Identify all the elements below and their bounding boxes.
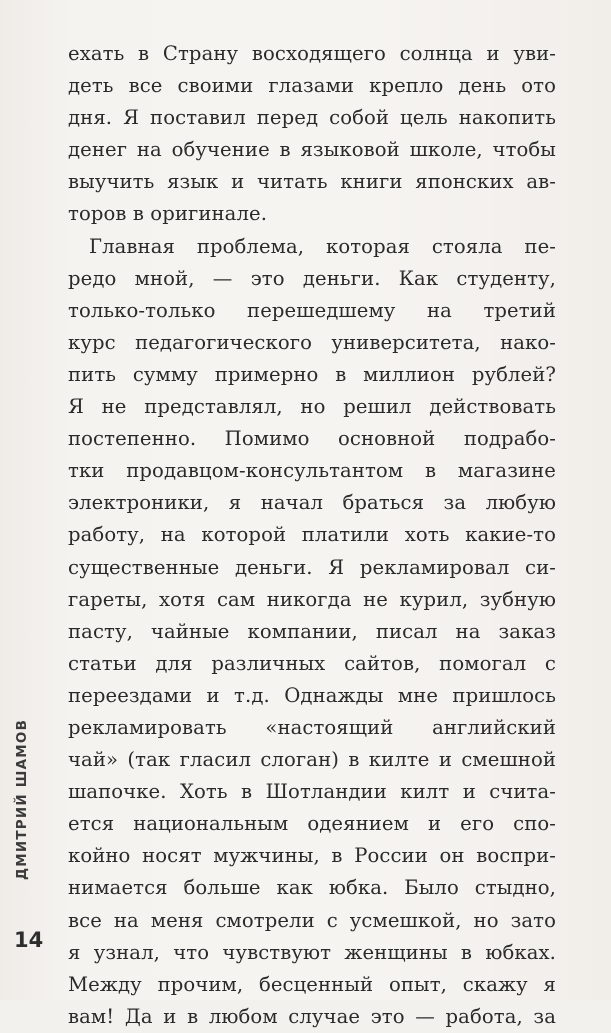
text-line: работу, на которой платили хоть какие-то	[68, 523, 556, 547]
text-line: курс педагогического университета, нако-	[68, 330, 556, 354]
text-line: ется национальным одеянием и его спо-	[68, 812, 556, 836]
text-line: тки продавцом-консультантом в магазине	[68, 459, 556, 483]
text-line: выучить язык и читать книги японских ав-	[68, 170, 556, 194]
text-line: нимается больше как юбка. Было стыдно,	[68, 876, 556, 900]
text-line: существенные деньги. Я рекламировал си-	[68, 555, 556, 579]
text-line: только-только перешедшему на третий	[68, 298, 556, 322]
text-line: койно носят мужчины, в России он воспри-	[68, 844, 556, 868]
text-line: гареты, хотя сам никогда не курил, зубную	[68, 587, 556, 611]
text-line: постепенно. Помимо основной подрабо-	[68, 427, 556, 451]
text-line: шапочке. Хоть в Шотландии килт и счита-	[68, 780, 556, 804]
text-line: рекламировать «настоящий английский	[68, 715, 556, 739]
text-line: торов в оригинале.	[68, 202, 268, 226]
running-head-author: ДМИТРИЙ ШАМОВ	[14, 718, 30, 880]
page-number: 14	[14, 928, 44, 952]
text-line: электроники, я начал браться за любую	[68, 491, 556, 515]
text-line: денег на обучение в языковой школе, чтобы	[68, 138, 556, 162]
text-line: ехать в Страну восходящего солнца и уви-	[68, 42, 556, 65]
text-line: я узнал, что чувствуют женщины в юбках.	[68, 940, 556, 964]
text-line: Между прочим, бесценный опыт, скажу я	[68, 972, 556, 996]
body-text	[68, 38, 556, 1033]
text-line: Я не представлял, но решил действовать	[68, 395, 556, 419]
text-line: чай» (так гласил слоган) в килте и смешной	[68, 748, 556, 772]
text-line: статьи для различных сайтов, помогал с	[68, 651, 556, 675]
text-line: вам! Да и в любом случае это — работа, за	[68, 1004, 556, 1028]
text-line: дня. Я поставил перед собой цель накопить	[68, 106, 556, 130]
text-line: деть все своими глазами крепло день ото	[68, 74, 556, 98]
text-line: все на меня смотрели с усмешкой, но зато	[68, 908, 556, 932]
text-line: редо мной, — это деньги. Как студенту,	[68, 266, 556, 290]
text-line: Главная проблема, которая стояла пе-	[89, 234, 556, 258]
text-line: пасту, чайные компании, писал на заказ	[68, 619, 556, 643]
text-line: переездами и т.д. Однажды мне пришлось	[68, 683, 556, 707]
text-line: пить сумму примерно в миллион рублей?	[68, 362, 556, 386]
